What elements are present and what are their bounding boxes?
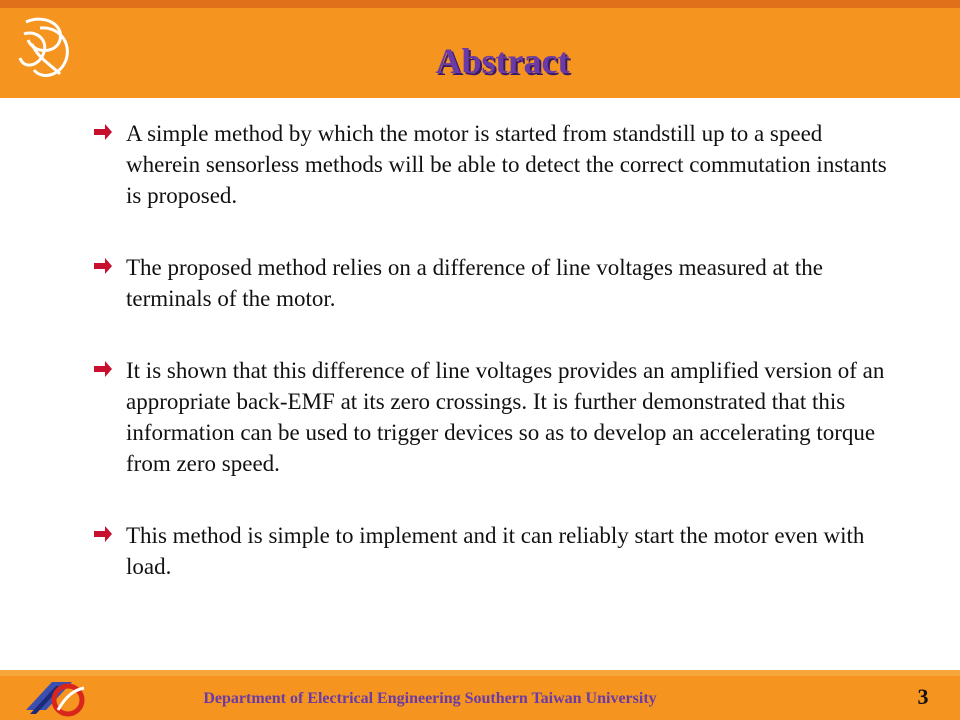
bullet-text: This method is simple to implement and it can reliably start the motor even with load. xyxy=(126,523,865,579)
arrow-bullet-icon xyxy=(94,258,112,274)
arrow-bullet-icon xyxy=(94,526,112,542)
page-number: 3 xyxy=(917,684,929,709)
arrow-bullet-icon xyxy=(94,124,112,140)
footer-strip xyxy=(0,670,960,676)
header-top-strip xyxy=(0,0,960,8)
department-name: Department of Electrical Engineering Southern Taiwan University xyxy=(203,690,657,707)
bullet-item xyxy=(94,355,894,479)
bullet-item xyxy=(94,520,894,582)
bullet-item xyxy=(94,118,894,211)
bullet-text: A simple method by which the motor is started from standstill up to a speed wherein sensorless methods will be able to detect the correct commutation instants is proposed. xyxy=(126,121,887,208)
slide-title: Abstract xyxy=(435,41,570,81)
bullet-item xyxy=(94,252,894,314)
bullet-list xyxy=(94,118,894,623)
bullet-text: It is shown that this difference of line voltages provides an amplified version of an appropriate back-EMF at its zero crossings. It is further demonstrated that this information can be used to trigger devices so as to develop an accelerating torque from zero speed. xyxy=(126,358,885,476)
bullet-text: The proposed method relies on a difference of line voltages measured at the terminals of the motor. xyxy=(126,255,823,311)
arrow-bullet-icon xyxy=(94,361,112,377)
